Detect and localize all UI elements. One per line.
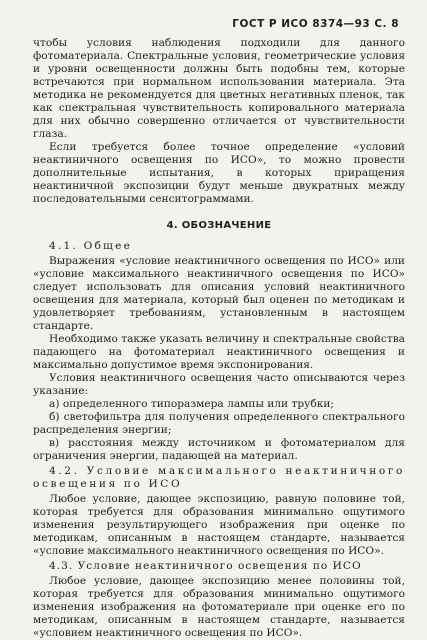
paragraph-4-1-description: Условия неактиничного освещения часто описываются через указание: — [33, 372, 405, 397]
subsection-4-2-title: 4.2. Условие максимального неактиничного освещения по ИСО — [33, 465, 405, 490]
paragraph-4-2: Любое условие, дающее экспозицию, равную половине той, которая требуется для образования минимально ощутимого изменения результирующего изображения при оценке по методикам, описанным в настоящем стандарте, называется «условие максимального неактиничного освещения по ИСО». — [33, 493, 405, 557]
paragraph-4-3: Любое условие, дающее экспозицию менее половины той, которая требуется для образования минимально ощутимого изменения изображения на фотоматериале при оценке его по методикам, описанным в настоящем стандарте, называется «условием неактиничного освещения по ИСО». — [33, 575, 405, 639]
page-header: ГОСТ Р ИСО 8374—93 С. 8 — [232, 18, 399, 30]
paragraph-4-1-expressions: Выражения «условие неактиничного освещения по ИСО» или «условие максимального неактиничного освещения по ИСО» следует использовать для описания условий неактиничного освещения для материала, который был оценен по методикам и удовлетворяет требованиям, установленным в настоящем стандарте. — [33, 255, 405, 332]
subsection-4-1-title: 4.1. Общее — [49, 240, 133, 252]
list-item-c: в) расстояния между источником и фотоматериалом для ограничения энергии, падающей на материал. — [33, 437, 405, 462]
subsection-4-3-title: 4.3. Условие неактиничного освещения по ИСО — [49, 560, 362, 572]
list-item-b: б) светофильтра для получения определенного спектрального распределения энергии; — [33, 411, 405, 436]
section-heading: 4. ОБОЗНАЧЕНИЕ — [166, 220, 272, 231]
paragraph-continued: чтобы условия наблюдения подходили для данного фотоматериала. Спектральные условия, геометрические условия и уровни освещенности должны быть подобны тем, которые встречаются при нормальном использовании материала. Эта методика не рекомендуется для цветных негативных пленок, так как спектральная чувствительность копировального материала для них обычно совершенно отличается от чувствительности глаза. — [33, 37, 405, 140]
paragraph-4-1-spectral: Необходимо также указать величину и спектральные свойства падающего на фотоматериал неактиничного освещения и максимально допустимое время экспонирования. — [33, 333, 405, 371]
paragraph-precise-determination: Если требуется более точное определение «условий неактиничного освещения по ИСО», то можно провести дополнительные испытания, в которых приращения неактиничной экспозиции будут меньше двукратных между последовательными сенситограммами. — [33, 141, 405, 205]
list-item-a: а) определенного типоразмера лампы или трубки; — [49, 398, 334, 410]
